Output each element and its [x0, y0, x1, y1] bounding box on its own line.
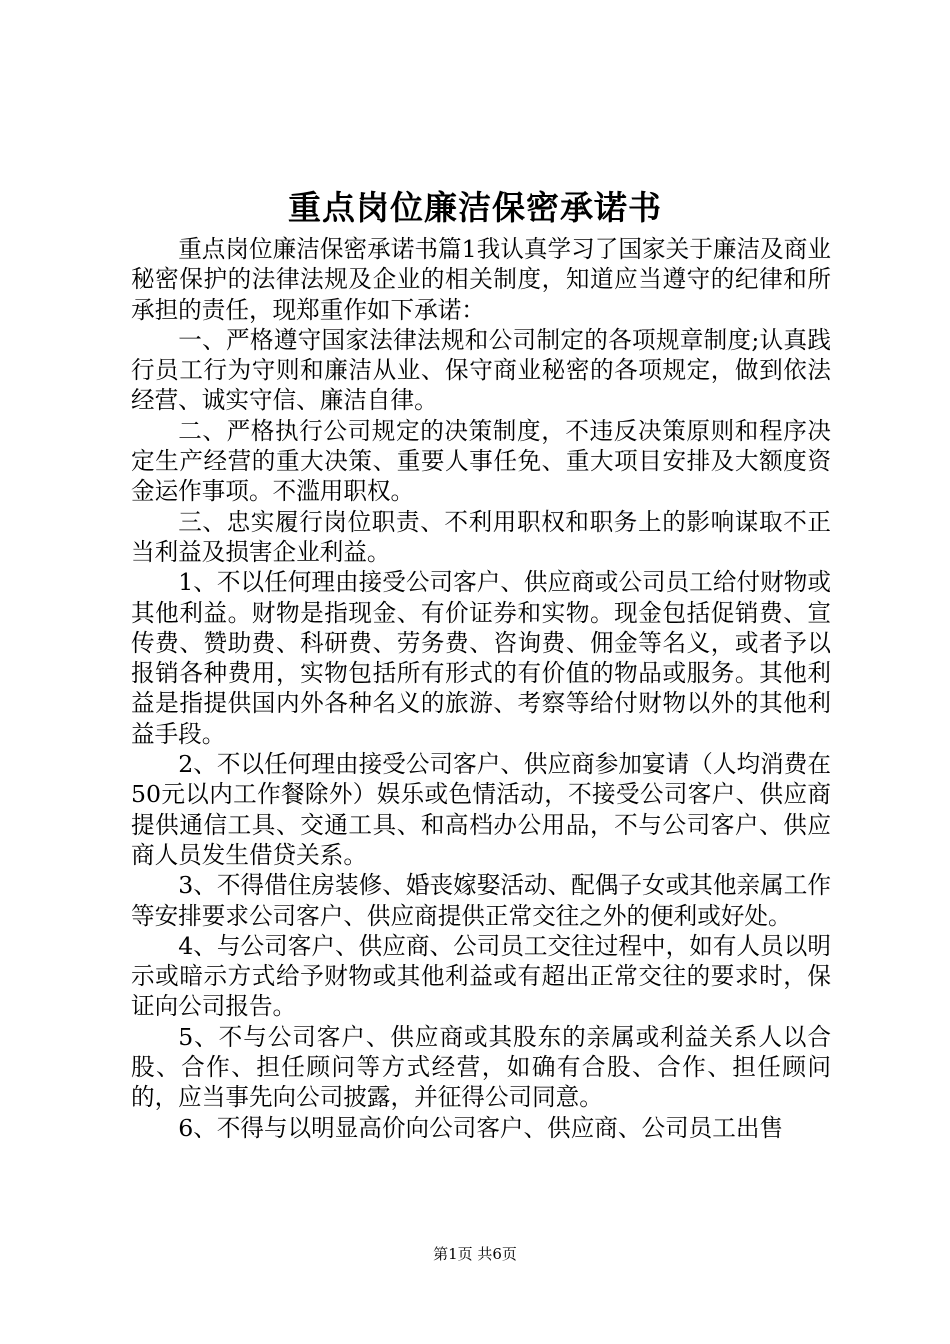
paragraph-item-3: 三、忠实履行岗位职责、不利用职权和职务上的影响谋取不正当利益及损害企业利益。	[131, 507, 831, 566]
paragraph-item-1: 一、严格遵守国家法律法规和公司制定的各项规章制度;认真践行员工行为守则和廉洁从业、保守商业秘密的各项规定，做到依法经营、诚实守信、廉洁自律。	[131, 325, 831, 415]
page-indicator: 第1页 共6页	[433, 1245, 517, 1263]
paragraph-sub-3: 3、不得借住房装修、婚丧嫁娶活动、配偶子女或其他亲属工作等安排要求公司客户、供应商提供正常交往之外的便利或好处。	[131, 871, 831, 930]
paragraph-sub-1: 1、不以任何理由接受公司客户、供应商或公司员工给付财物或其他利益。财物是指现金、有价证券和实物。现金包括促销费、宣传费、赞助费、科研费、劳务费、咨询费、佣金等名义，或者予以报销各种费用，实物包括所有形式的有价值的物品或服务。其他利益是指提供国内外各种名义的旅游、考察等给付财物以外的其他利益手段。	[131, 568, 831, 748]
paragraph-sub-6: 6、不得与以明显高价向公司客户、供应商、公司员工出售	[178, 1113, 784, 1142]
document-body	[131, 234, 831, 1143]
paragraph-intro: 重点岗位廉洁保密承诺书篇1我认真学习了国家关于廉洁及商业秘密保护的法律法规及企业的相关制度，知道应当遵守的纪律和所承担的责任，现郑重作如下承诺：	[131, 235, 831, 324]
paragraph-sub-5: 5、不与公司客户、供应商或其股东的亲属或利益关系人以合股、合作、担任顾问等方式经营，如确有合股、合作、担任顾问的，应当事先向公司披露，并征得公司同意。	[131, 1022, 831, 1112]
document-title: 重点岗位廉洁保密承诺书	[288, 188, 662, 227]
paragraph-item-2: 二、严格执行公司规定的决策制度，不违反决策原则和程序决定生产经营的重大决策、重要人事任免、重大项目安排及大额度资金运作事项。不滥用职权。	[131, 416, 831, 506]
paragraph-sub-4: 4、与公司客户、供应商、公司员工交往过程中，如有人员以明示或暗示方式给予财物或其他利益或有超出正常交往的要求时，保证向公司报告。	[131, 931, 831, 1021]
paragraph-sub-2: 2、不以任何理由接受公司客户、供应商参加宴请（人均消费在50元以内工作餐除外）娱乐或色情活动，不接受公司客户、供应商提供通信工具、交通工具、和高档办公用品，不与公司客户、供应商人员发生借贷关系。	[131, 750, 831, 869]
